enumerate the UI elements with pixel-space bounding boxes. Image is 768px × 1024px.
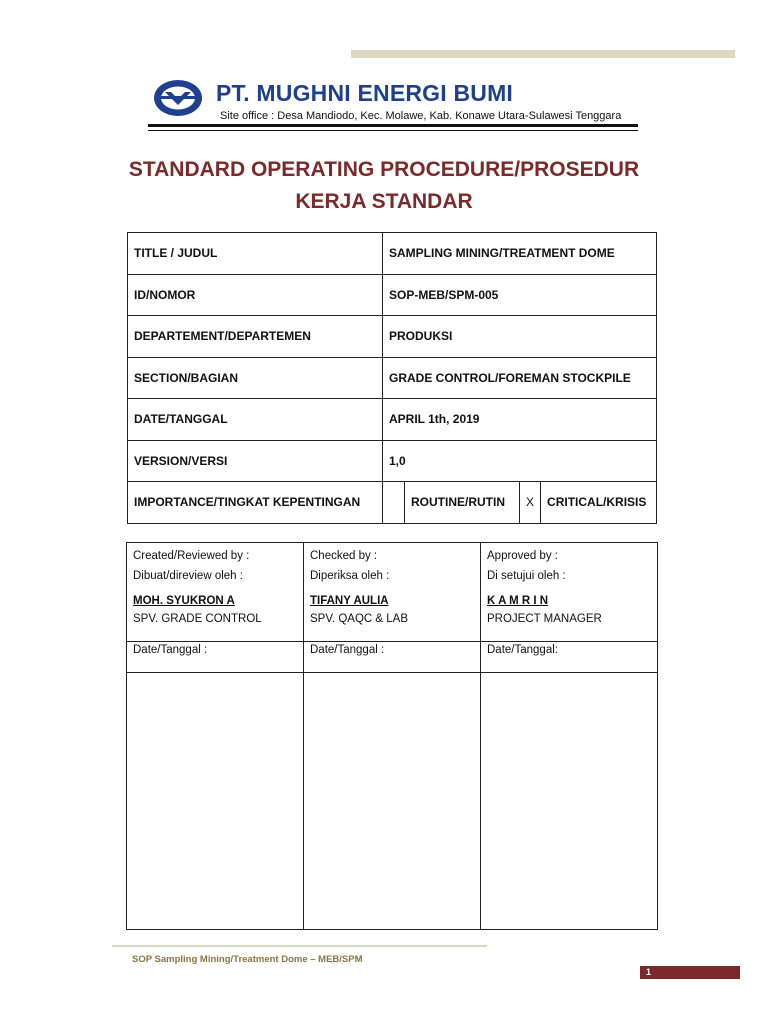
document-title (100, 154, 668, 218)
company-name: PT. MUGHNI ENERGI BUMI (216, 80, 514, 106)
info-value: APRIL 1th, 2019 (383, 399, 657, 441)
table-row (128, 399, 657, 441)
signatory-position: PROJECT MANAGER (487, 613, 602, 625)
table-row (128, 316, 657, 358)
table-row (128, 233, 657, 275)
table-row (128, 440, 657, 482)
site-address: Site office : Desa Mandiodo, Kec. Molawe, Kab. Konawe Utara-Sulawesi Tenggara (220, 110, 622, 122)
info-label: DEPARTEMENT/DEPARTEMEN (128, 316, 383, 358)
company-logo-icon (152, 78, 204, 118)
footer-rule (112, 945, 487, 947)
importance-row (128, 482, 657, 524)
info-value: PRODUKSI (383, 316, 657, 358)
routine-checkbox (383, 482, 405, 524)
footer-text: SOP Sampling Mining/Treatment Dome – MEB/SPM (132, 954, 363, 965)
signatory-position: SPV. GRADE CONTROL (133, 613, 262, 625)
page-number: 1 (646, 967, 652, 977)
page-number-badge (640, 966, 740, 979)
date-label: Date/Tanggal: (481, 642, 658, 673)
routine-label: ROUTINE/RUTIN (405, 482, 520, 524)
approval-table (126, 542, 658, 930)
signatory-position: SPV. QAQC & LAB (310, 613, 409, 625)
signature-box (127, 673, 304, 930)
critical-label: CRITICAL/KRISIS (541, 482, 657, 524)
role-id: Diperiksa oleh : (310, 570, 390, 582)
top-decorative-band (351, 50, 735, 58)
created-by-cell (127, 543, 304, 642)
signature-row (127, 673, 658, 930)
role-en: Checked by : (310, 550, 378, 562)
signatory-name: K A M R I N (487, 595, 549, 607)
table-row (128, 357, 657, 399)
info-label: SECTION/BAGIAN (128, 357, 383, 399)
checked-by-cell (304, 543, 481, 642)
info-label: TITLE / JUDUL (128, 233, 383, 275)
info-value: 1,0 (383, 440, 657, 482)
info-label: DATE/TANGGAL (128, 399, 383, 441)
document-title-line1: STANDARD OPERATING PROCEDURE/PROSEDUR (128, 158, 640, 181)
info-value: SAMPLING MINING/TREATMENT DOME (383, 233, 657, 275)
info-value: SOP-MEB/SPM-005 (383, 274, 657, 316)
signature-box (304, 673, 481, 930)
header-rule (148, 124, 638, 127)
approval-date-row (127, 642, 658, 673)
signatory-name: TIFANY AULIA (310, 595, 389, 607)
signature-box (481, 673, 658, 930)
role-id: Dibuat/direview oleh : (133, 570, 243, 582)
document-title-line2: KERJA STANDAR (295, 190, 473, 213)
info-value: GRADE CONTROL/FOREMAN STOCKPILE (383, 357, 657, 399)
role-en: Created/Reviewed by : (133, 550, 250, 562)
approved-by-cell (481, 543, 658, 642)
table-row (128, 274, 657, 316)
approval-header-row (127, 543, 658, 642)
info-label: VERSION/VERSI (128, 440, 383, 482)
role-en: Approved by : (487, 550, 558, 562)
role-id: Di setujui oleh : (487, 570, 566, 582)
critical-checkbox: X (520, 482, 541, 524)
document-info-table (127, 232, 657, 524)
info-label: ID/NOMOR (128, 274, 383, 316)
date-label: Date/Tanggal : (127, 642, 304, 673)
importance-label: IMPORTANCE/TINGKAT KEPENTINGAN (128, 482, 383, 524)
date-label: Date/Tanggal : (304, 642, 481, 673)
signatory-name: MOH. SYUKRON A (133, 595, 235, 607)
header-rule-thin (148, 130, 638, 131)
